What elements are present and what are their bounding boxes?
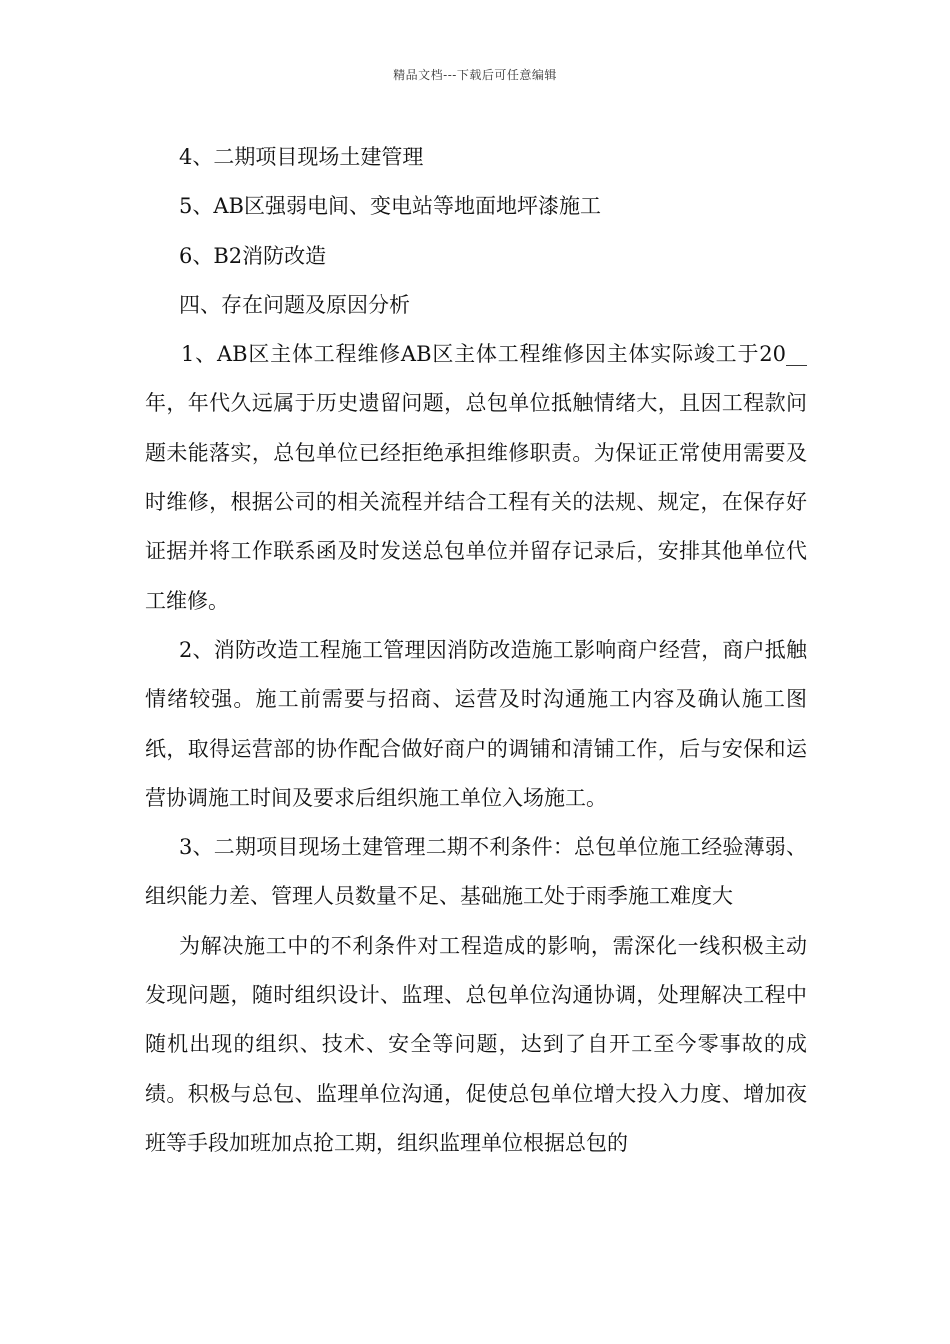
list-item-6: 6、B2消防改造 bbox=[179, 243, 327, 268]
paragraph-solutions: 为解决施工中的不利条件对工程造成的影响，需深化一线积极主动发现问题，随时组织设计、监理、总包单位沟通协调，处理解决工程中随机出现的组织、技术、安全等问题，达到了自开工至今零事故的成绩。积极与总包、监理单位沟通，促使总包单位增大投入力度、增加夜班等手段加班加点抢工期，组织监理单位根据总包的 bbox=[145, 933, 807, 1155]
page-header-watermark: 精品文档---下载后可任意编辑 bbox=[393, 68, 557, 82]
list-item-5: 5、AB区强弱电间、变电站等地面地坪漆施工 bbox=[179, 194, 601, 219]
list-item-4: 4、二期项目现场土建管理 bbox=[179, 145, 424, 169]
paragraph-phase2-civil: 3、二期项目现场土建管理二期不利条件：总包单位施工经验薄弱、组织能力差、管理人员数量不足、基础施工处于雨季施工难度大 bbox=[145, 835, 807, 909]
paragraph-ab-maintenance: 1、AB区主体工程维修AB区主体工程维修因主体实际竣工于20__年，年代久远属于历史遗留问题，总包单位抵触情绪大，且因工程款问题未能落实，总包单位已经拒绝承担维修职责。为保证正常使用需要及时维修，根据公司的相关流程并结合工程有关的法规、规定，在保存好证据并将工作联系函及时发送总包单位并留存记录后，安排其他单位代工维修。 bbox=[145, 342, 807, 613]
paragraph-fire-renovation: 2、消防改造工程施工管理因消防改造施工影响商户经营，商户抵触情绪较强。施工前需要与招商、运营及时沟通施工内容及确认施工图纸，取得运营部的协作配合做好商户的调铺和清铺工作，后与安保和运营协调施工时间及要求后组织施工单位入场施工。 bbox=[145, 637, 807, 810]
document-body bbox=[145, 133, 807, 1168]
section-heading-problems: 四、存在问题及原因分析 bbox=[179, 292, 410, 317]
